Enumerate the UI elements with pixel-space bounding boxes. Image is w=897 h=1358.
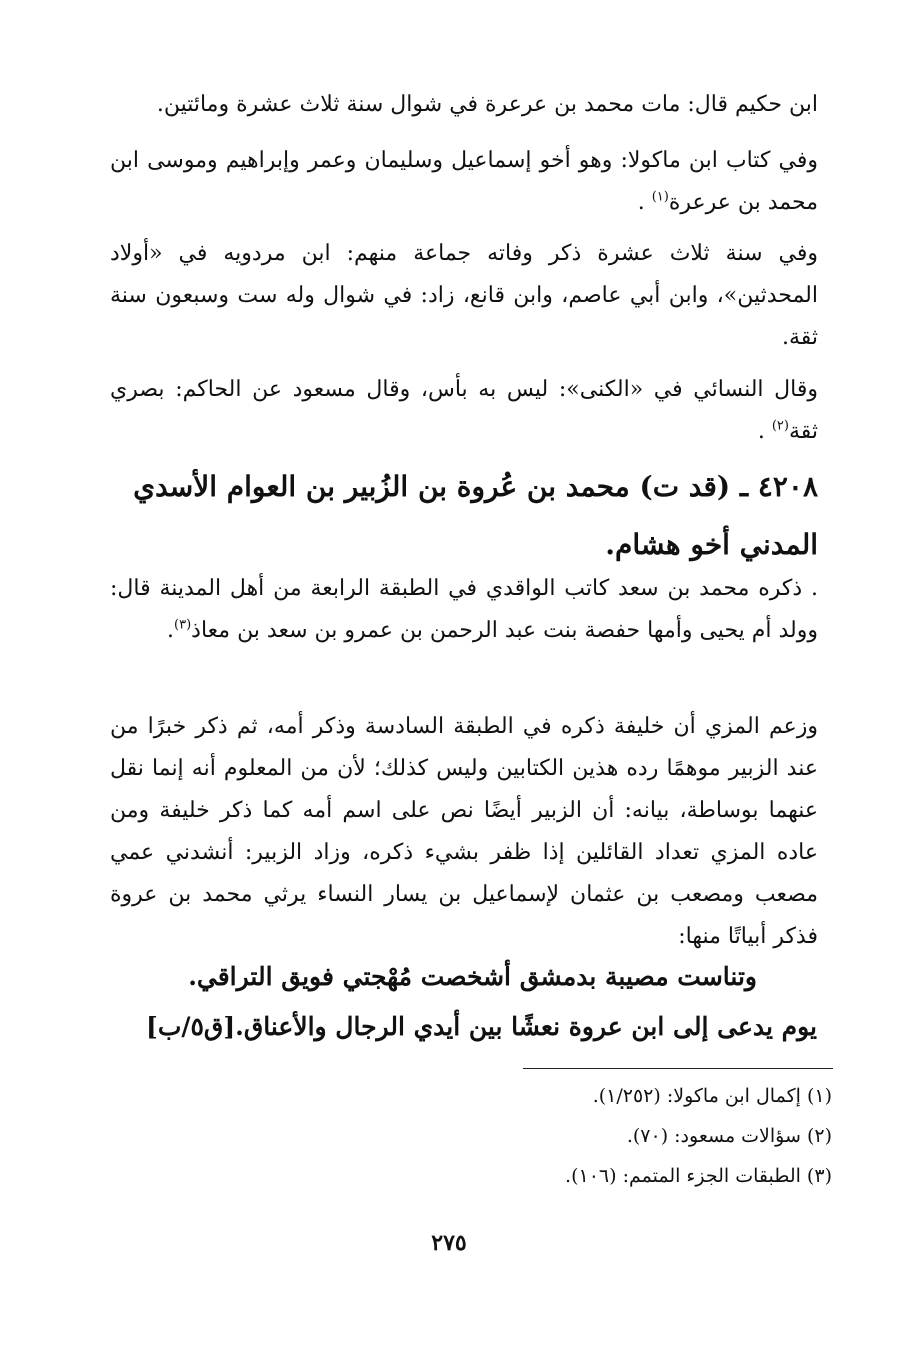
paragraph: وقال النسائي في «الكنى»: ليس به بأس، وقال مسعود عن الحاكم: بصري ثقة$^{(٢)}$ . <box>110 377 819 444</box>
page-number: ٢٧٥ <box>431 1230 467 1256</box>
footnote: (١) إكمال ابن ماكولا: (١/٢٥٢). <box>592 1085 832 1107</box>
verse-line: يوم يدعى إلى ابن عروة نعشًا بين أيدي الرجال والأعناق.[ق٥/ب] <box>145 1012 817 1041</box>
paragraph: وفي سنة ثلاث عشرة ذكر وفاته جماعة منهم: ابن مردويه في «أولاد المحدثين»، وابن أبي عاصم، وابن قانع، زاد: في شوال وله ست وسبعون سنة ثقة. <box>110 241 818 350</box>
footnote: (٢) سؤالات مسعود: (٧٠). <box>626 1125 832 1147</box>
paragraph: ابن حكيم قال: مات محمد بن عرعرة في شوال سنة ثلاث عشرة ومائتين. <box>156 92 818 117</box>
footnote-divider <box>523 1068 833 1069</box>
paragraph: وفي كتاب ابن ماكولا: وهو أخو إسماعيل وسليمان وعمر وإبراهيم وموسى ابن محمد بن عرعرة$^{(١)}$ . <box>110 148 818 215</box>
footnote-ref: (٣) <box>174 617 192 633</box>
entry-heading: ٤٢٠٨ ـ (قد ت) محمد بن عُروة بن الزُبير بن العوام الأسدي المدني أخو هشام. <box>133 470 818 561</box>
footnote-ref: (١) <box>651 189 669 205</box>
paragraph: . ذكره محمد بن سعد كاتب الواقدي في الطبقة الرابعة من أهل المدينة قال: وولد أم يحيى وأمها حفصة بنت عبد الرحمن بن عمرو بن سعد بن معاذ$^{(٣)}$. <box>110 576 818 643</box>
paragraph: وزعم المزي أن خليفة ذكره في الطبقة السادسة وذكر أمه، ثم ذكر خبرًا من عند الزبير موهمًا رده هذين الكتابين وليس كذلك؛ لأن من المعلوم أنه إنما نقل عنهما بوساطة، بيانه: أن الزبير أيضًا نص على اسم أمه كما ذكر خليفة ومن عاده المزي تعداد القائلين إذا ظفر بشيء ذكره، وزاد الزبير: أنشدني عمي مصعب ومصعب بن عثمان لإسماعيل بن يسار النساء يرثي محمد بن عروة فذكر أبياتًا منها: <box>110 714 818 949</box>
footnote-ref: (٢) <box>771 418 789 434</box>
footnote: (٣) الطبقات الجزء المتمم: (١٠٦). <box>565 1165 832 1187</box>
verse-line: وتناست مصيبة بدمشق أشخصت مُهْجتي فويق التراقي. <box>188 962 757 991</box>
